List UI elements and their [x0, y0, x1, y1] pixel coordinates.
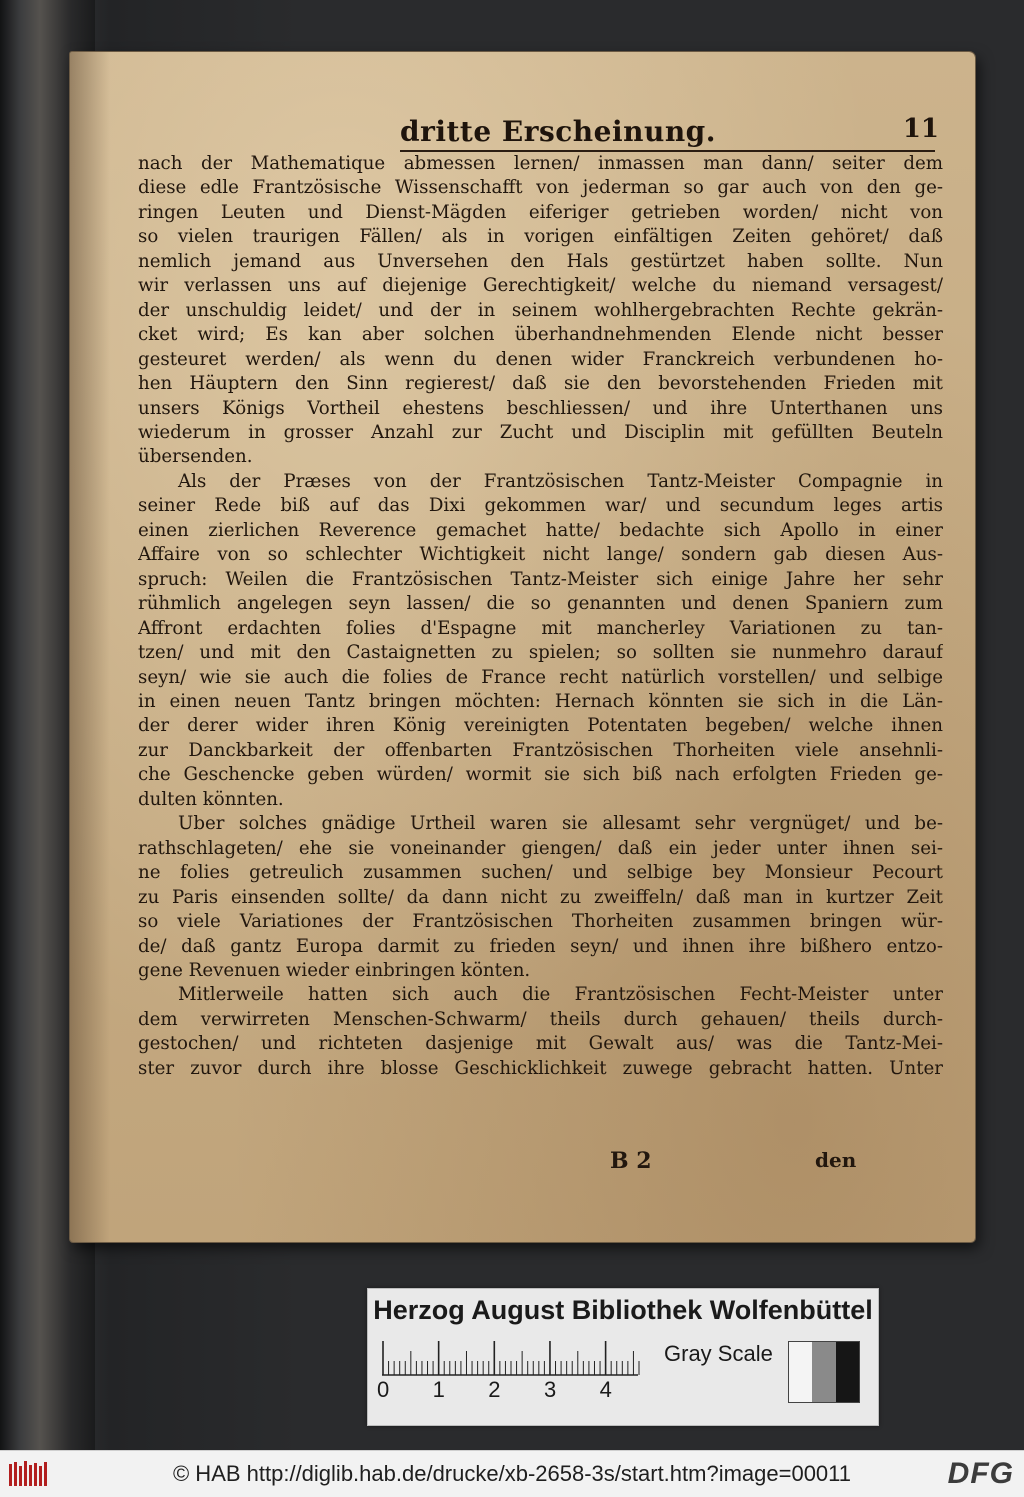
text-line: Affaire von so schlechter Wichtigkeit nicht lange/ sondern gab diesen Aus- [138, 544, 943, 566]
text-line: nach der Mathematique abmessen lernen/ inmassen man dann/ seiter dem [138, 153, 943, 174]
ruler-number: 1 [432, 1377, 445, 1402]
text-line: seiner Rede biß auf das Dixi gekommen war/ und secundum leges artis [138, 495, 943, 517]
text-line: nemlich jemand aus Unversehen den Hals gestürtzet haben sollte. Nun [138, 250, 943, 272]
text-line: gene Revenuen wieder einbringen könten. [138, 959, 531, 981]
gray-swatch [789, 1342, 812, 1402]
footer-copyright-url[interactable]: © HAB http://diglib.hab.de/drucke/xb-2658-3s/start.htm?image=00011 [172, 1461, 852, 1486]
text-line: unsers Königs Vortheil ehestens beschliessen/ und ihre Unterthanen uns [138, 397, 943, 419]
running-head: dritte Erscheinung. [400, 115, 717, 148]
text-line: seyn/ wie sie auch die folies de France recht natürlich vorstellen/ und selbige [138, 666, 943, 688]
gray-scale-swatches [788, 1341, 860, 1403]
ruler-number: 0 [377, 1377, 390, 1402]
text-line: wiederum in grosser Anzahl zur Zucht und Disciplin mit gefüllten Beuteln [138, 421, 943, 443]
text-line: diese edle Frantzösische Wissenschafft von jederman so gar auch von den ge- [138, 177, 943, 199]
book-page [70, 52, 975, 1242]
page-number: 11 [902, 114, 939, 144]
footer-bar [0, 1450, 1024, 1497]
text-line: Uber solches gnädige Urtheil waren sie allesamt sehr vergnüget/ und be- [178, 813, 943, 835]
text-line: so viele Variationes der Frantzösischen Thorheiten zusammen bringen wür- [138, 911, 943, 933]
text-line: che Geschencke geben würden/ wormit sie sich biß nach erfolgten Frieden ge- [138, 764, 943, 786]
text-line: spruch: Weilen die Frantzösischen Tantz-Meister sich einige Jahre her sehr [138, 568, 943, 590]
page-footer-line [70, 1148, 975, 1178]
card-title: Herzog August Bibliothek Wolfenbüttel [373, 1295, 873, 1325]
text-line: gesteuret werden/ als wenn du denen wider Franckreich verbundenen ho- [138, 348, 943, 370]
text-line: ster zuvor durch ihre blosse Geschicklichkeit zuwege gebracht hatten. Unter [138, 1057, 943, 1079]
text-line: gestochen/ und richteten dasjenige mit Gewalt aus/ was die Tantz-Mei- [138, 1033, 943, 1055]
text-line: wir verlassen uns auf diejenige Gerechtigkeit/ welche du niemand versagest/ [138, 275, 943, 297]
text-line: der derer wider ihren König vereinigten Potentaten begeben/ welche ihnen [138, 715, 943, 737]
text-line: dulten könnten. [138, 788, 284, 810]
text-line: übersenden. [138, 446, 253, 468]
text-line: cket wird; Es kan aber solchen überhandnehmenden Elende nicht besser [138, 324, 943, 346]
text-line: in einen neuen Tantz bringen möchten: Hernach könnten sie sich in die Län- [138, 690, 943, 712]
text-line: ne folies getreulich zusammen suchen/ und selbige bey Monsieur Pecourt [138, 862, 943, 884]
catchword: den [815, 1148, 857, 1172]
text-line: dem verwirreten Menschen-Schwarm/ theils durch gehauen/ theils durch- [138, 1008, 943, 1030]
signature-mark: B 2 [610, 1148, 652, 1174]
ruler-number: 3 [543, 1377, 557, 1402]
text-line: zu Paris einsenden sollte/ da dann nicht zu zweiffeln/ daß man in kurtzer Zeit [138, 886, 943, 908]
text-line: de/ daß gantz Europa darmit zu frieden seyn/ und ihnen ihre bißhero entzo- [138, 935, 943, 957]
gray-swatch [836, 1342, 859, 1402]
text-line: hen Häuptern den Sinn regierest/ daß sie den bevorstehenden Frieden mit [138, 373, 943, 395]
ruler-scale [382, 1339, 642, 1377]
body-text [138, 152, 943, 1081]
text-line: ringen Leuten und Dienst-Mägden eiferiger getrieben worden/ nicht von [138, 201, 943, 223]
gray-scale-label: Gray Scale [664, 1341, 773, 1366]
gray-swatch [812, 1342, 835, 1402]
text-line: Affront erdachten folies d'Espagne mit mancherley Variationen zu tan- [138, 617, 943, 639]
text-line: tzen/ und mit den Castaignetten zu spielen; so sollten sie nunmehro darauf [138, 642, 943, 664]
ruler-numbers [377, 1377, 652, 1407]
text-line: rathschlageten/ ehe sie voneinander giengen/ daß ein jeder unter ihnen sei- [138, 837, 943, 859]
color-calibration-card [367, 1288, 879, 1426]
dfg-logo: DFG [947, 1457, 1014, 1490]
text-line: der unschuldig leidet/ und der in seinem wohlhergebrachten Rechte gekrän- [138, 299, 943, 321]
text-line: einen zierlichen Reverence gemachet hatte/ bedachte sich Apollo in einer [138, 519, 943, 541]
ruler-number: 4 [599, 1377, 612, 1402]
text-line: Als der Præses von der Frantzösischen Tantz-Meister Compagnie in [178, 470, 943, 492]
text-line: zur Danckbarkeit der offenbarten Frantzösischen Thorheiten viele ansehnli- [138, 739, 943, 761]
ruler-number: 2 [488, 1377, 501, 1402]
text-line: rühmlich angelegen seyn lassen/ die so genannten und denen Spaniern zum [138, 593, 943, 615]
text-line: so vielen traurigen Fällen/ als in vorigen einfältigen Zeiten gehöret/ daß [138, 226, 943, 248]
text-line: Mitlerweile hatten sich auch die Frantzösischen Fecht-Meister unter [178, 984, 943, 1006]
